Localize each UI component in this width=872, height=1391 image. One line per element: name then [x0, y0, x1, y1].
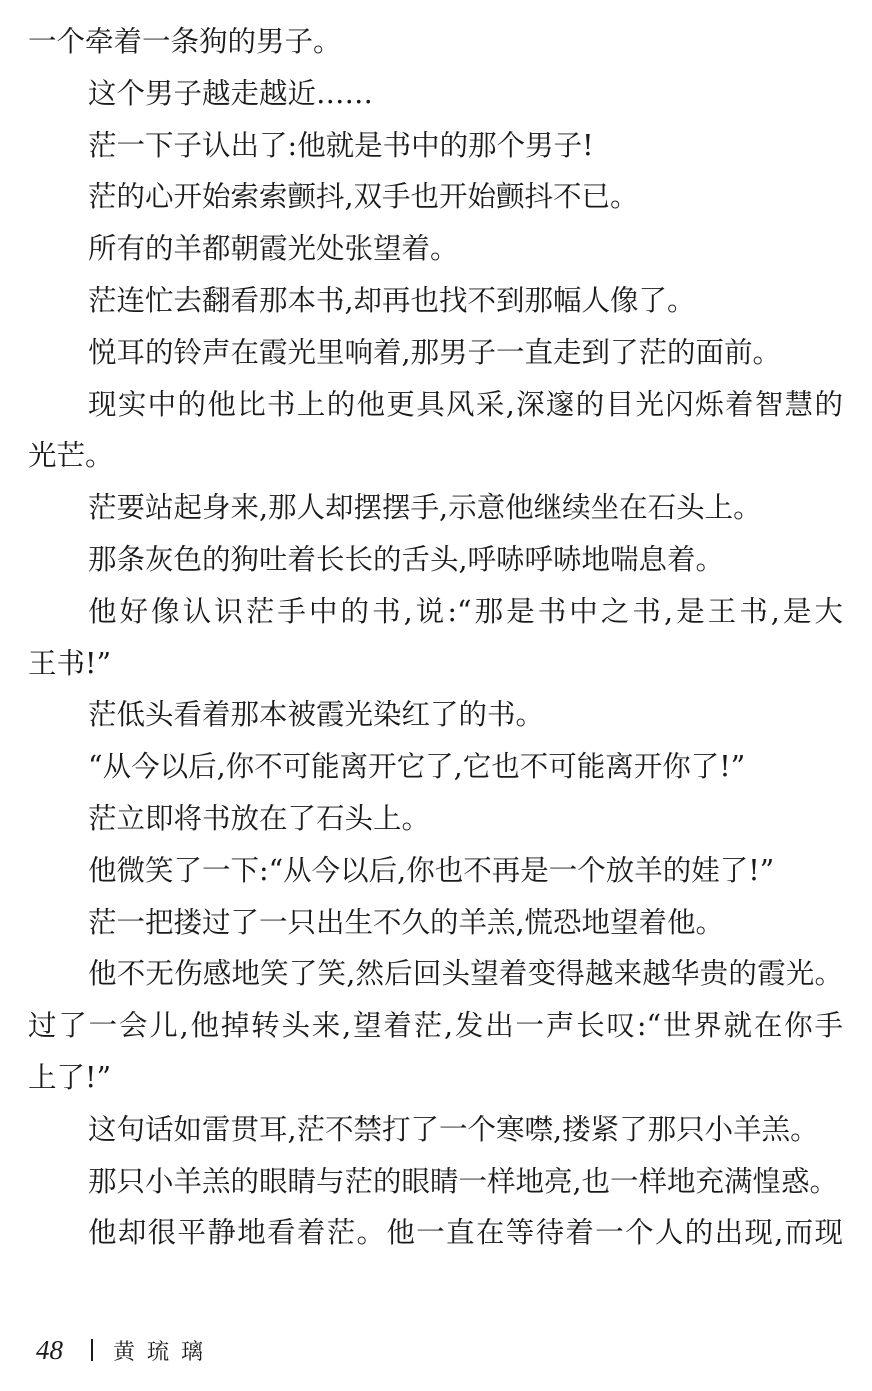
text-line: 他却很平静地看着茫。他一直在等待着一个人的出现,而现	[88, 1216, 843, 1250]
body-text	[28, 16, 843, 1259]
paragraph	[28, 1156, 843, 1208]
paragraph	[28, 482, 843, 534]
paragraph	[28, 379, 843, 483]
text-line: 那条灰色的狗吐着长长的舌头,呼哧呼哧地喘息着。	[88, 542, 725, 576]
text-line: 光芒。	[28, 439, 114, 473]
paragraph	[28, 1207, 843, 1259]
text-line: 那只小羊羔的眼睛与茫的眼睛一样地亮,也一样地充满惶惑。	[88, 1164, 839, 1198]
paragraph	[28, 741, 843, 793]
text-line: 所有的羊都朝霞光处张望着。	[88, 232, 459, 266]
text-line: 茫立即将书放在了石头上。	[88, 801, 431, 835]
text-line: 这个男子越走越近……	[88, 76, 374, 110]
text-line: 过了一会儿,他掉转头来,望着茫,发出一声长叹:“世界就在你手	[28, 1009, 843, 1043]
paragraph	[28, 120, 843, 172]
text-line: 茫连忙去翻看那本书,却再也找不到那幅人像了。	[88, 283, 696, 317]
paragraph	[28, 275, 843, 327]
paragraph	[28, 327, 843, 379]
paragraph	[28, 689, 843, 741]
text-line: “从今以后,你不可能离开它了,它也不可能离开你了!”	[88, 750, 746, 784]
text-line: 他不无伤感地笑了笑,然后回头望着变得越来越华贵的霞光。	[88, 957, 843, 991]
paragraph	[28, 171, 843, 223]
page-footer	[36, 1330, 215, 1370]
text-line: 茫的心开始索索颤抖,双手也开始颤抖不已。	[88, 180, 639, 214]
text-line: 他微笑了一下:“从今以后,你也不再是一个放羊的娃了!”	[88, 853, 775, 887]
text-line: 茫一下子认出了:他就是书中的那个男子!	[88, 128, 594, 162]
paragraph	[28, 534, 843, 586]
page-number: 48	[36, 1334, 63, 1365]
author-name: 黄琉璃	[113, 1339, 216, 1365]
text-line: 茫低头看着那本被霞光染红了的书。	[88, 698, 545, 732]
paragraph	[28, 845, 843, 897]
text-line: 上了!”	[28, 1060, 112, 1094]
text-line: 现实中的他比书上的他更具风采,深邃的目光闪烁着智慧的	[88, 387, 843, 421]
text-line: 这句话如雷贯耳,茫不禁打了一个寒噤,搂紧了那只小羊羔。	[88, 1112, 819, 1146]
text-line: 悦耳的铃声在霞光里响着,那男子一直走到了茫的面前。	[88, 335, 782, 369]
paragraph	[28, 68, 843, 120]
text-line: 茫一把搂过了一只出生不久的羊羔,慌恐地望着他。	[88, 905, 725, 939]
text-line: 茫要站起身来,那人却摆摆手,示意他继续坐在石头上。	[88, 491, 762, 525]
text-line: 一个牵着一条狗的男子。	[28, 25, 342, 58]
text-line: 他好像认识茫手中的书,说:“那是书中之书,是王书,是大	[88, 594, 843, 628]
paragraph	[28, 223, 843, 275]
paragraph	[28, 586, 843, 690]
paragraph	[28, 1104, 843, 1156]
footer-divider	[91, 1339, 93, 1361]
paragraph	[28, 793, 843, 845]
paragraph	[28, 897, 843, 949]
text-line: 王书!”	[28, 646, 112, 680]
paragraph	[28, 16, 843, 68]
paragraph	[28, 948, 843, 1103]
